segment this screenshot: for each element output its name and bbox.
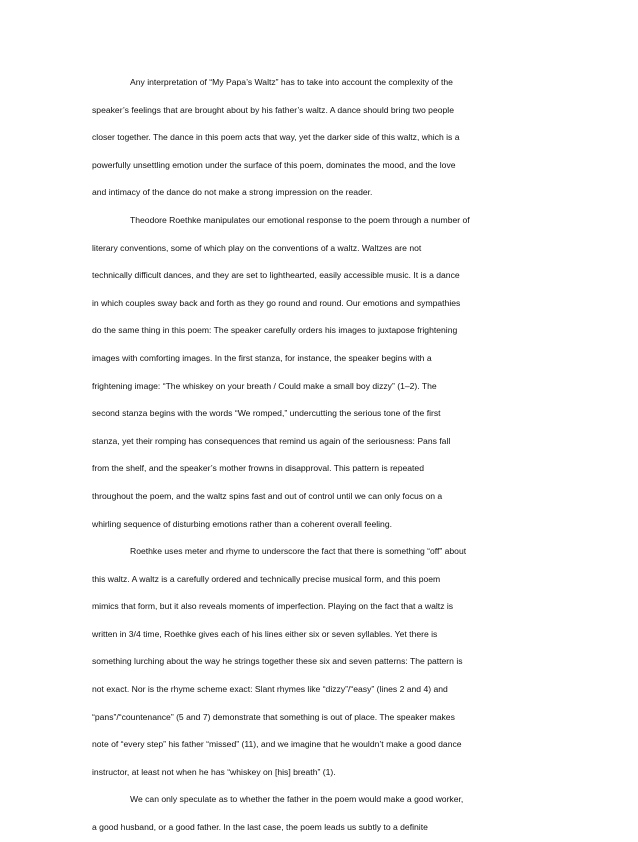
text-line: stanza, yet their romping has consequences that remind us again of the seriousness: Pans fall — [92, 435, 451, 446]
text-line: note of “every step” his father “missed” (11), and we imagine that he wouldn’t make a good dance — [92, 739, 462, 750]
text-line: throughout the poem, and the waltz spins fast and out of control until we can only focus on a — [92, 490, 443, 501]
text-line: powerfully unsettling emotion under the surface of this poem, dominates the mood, and the love — [92, 159, 456, 170]
text-line: in which couples sway back and forth as they go round and round. Our emotions and sympathies — [92, 297, 461, 308]
text-line: frightening image: “The whiskey on your breath / Could make a small boy dizzy” (1–2). The — [92, 380, 437, 391]
text-line: not exact. Nor is the rhyme scheme exact: Slant rhymes like “dizzy”/“easy” (lines 2 and 4) and — [92, 684, 448, 695]
document-body — [92, 69, 547, 842]
text-line: “pans”/“countenance” (5 and 7) demonstrate that something is out of place. The speaker makes — [92, 711, 455, 722]
text-line: a good husband, or a good father. In the last case, the poem leads us subtly to a definite — [92, 822, 428, 833]
text-line: this waltz. A waltz is a carefully ordered and technically precise musical form, and this poem — [92, 573, 441, 584]
text-line: and intimacy of the dance do not make a strong impression on the reader. — [92, 187, 373, 198]
paragraph-first-line: Theodore Roethke manipulates our emotional response to the poem through a number of — [130, 214, 470, 225]
text-line: speaker’s feelings that are brought about by his father’s waltz. A dance should bring two people — [92, 104, 454, 115]
text-line: written in 3/4 time, Roethke gives each of his lines either six or seven syllables. Yet there is — [92, 628, 438, 639]
paragraph-first-line: Roethke uses meter and rhyme to underscore the fact that there is something “off” about — [130, 546, 467, 557]
text-line: whirling sequence of disturbing emotions rather than a coherent overall feeling. — [92, 518, 393, 529]
text-line: images with comforting images. In the first stanza, for instance, the speaker begins with a — [92, 352, 432, 363]
text-line: something lurching about the way he strings together these six and seven patterns: The pattern is — [92, 656, 463, 667]
text-line: from the shelf, and the speaker’s mother frowns in disapproval. This pattern is repeated — [92, 463, 424, 474]
text-line: closer together. The dance in this poem acts that way, yet the darker side of this waltz, which is a — [92, 132, 460, 143]
text-line: second stanza begins with the words “We romped,” undercutting the serious tone of the first — [92, 408, 441, 419]
paragraph-first-line: Any interpretation of “My Papa’s Waltz” has to take into account the complexity of the — [130, 77, 453, 87]
text-line: mimics that form, but it also reveals moments of imperfection. Playing on the fact that a waltz is — [92, 601, 454, 612]
text-line: technically difficult dances, and they are set to lighthearted, easily accessible music. It is a dance — [92, 270, 460, 281]
text-line: do the same thing in this poem: The speaker carefully orders his images to juxtapose frightening — [92, 325, 458, 336]
paragraph-first-line: We can only speculate as to whether the father in the poem would make a good worker, — [130, 794, 464, 805]
text-line: literary conventions, some of which play on the conventions of a waltz. Waltzes are not — [92, 242, 422, 253]
text-line: instructor, at least not when he has “whiskey on [his] breath” (1). — [92, 766, 336, 777]
